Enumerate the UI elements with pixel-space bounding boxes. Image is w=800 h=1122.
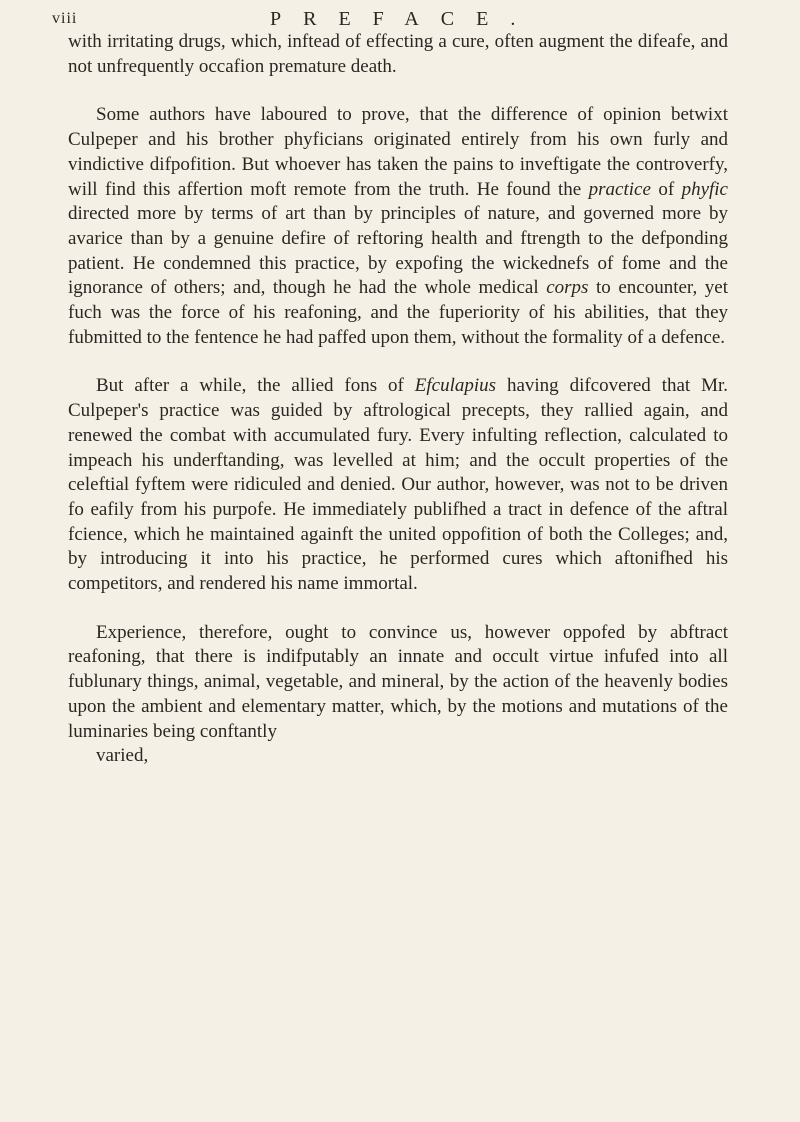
paragraph-4-text: Experience, therefore, ought to convince us, however oppofed by abftract reafoning, that there is indifputably an innate and occult virtue infufed into all fublunary things, animal, vegetable, and mineral, by the action of the heavenly bodies upon the ambient and elementary matter, which, by the motions and mutations of the luminaries being conftantly — [68, 621, 728, 742]
paragraph-3-text-b: having difcovered that Mr. Culpeper's practice was guided by aftrological precepts, they rallied again, and renewed the combat with accumulated fury. Every infulting reflection, calculated to impeach his underftanding, was levelled at him; and the occult properties of the celeftial fyftem were ridiculed and denied. Our author, however, was not to be driven fo eafily from his purpofe. He immediately publifhed a tract in defence of the aftral fcience, which he maintained againft the united oppofition of both the Colleges; and, by introducing it into his practice, he performed cures which aftonifhed his competitors, and rendered his name immortal. — [68, 375, 729, 595]
paragraph-2-text-b: of — [650, 178, 682, 200]
italic-practice: practice — [588, 178, 651, 200]
paragraph-3-text-a: But after a while, the allied fons of — [96, 375, 415, 397]
italic-physic: phyfic — [681, 178, 728, 200]
italic-corps: corps — [546, 277, 589, 299]
page-number: viii — [52, 10, 78, 27]
paragraph-1 — [68, 30, 728, 79]
paragraph-1-text: with irritating drugs, which, inftead of effecting a cure, often augment the difeafe, and not unfrequently occafion premature death. — [68, 31, 728, 77]
paragraph-2 — [68, 103, 728, 350]
catchword: varied, — [96, 745, 149, 767]
body-text — [68, 30, 728, 769]
italic-esculapius: Efculapius — [414, 375, 497, 397]
paragraph-4 — [68, 621, 728, 769]
paragraph-2-text-a: Some authors have laboured to prove, that the difference of opinion betwixt Culpeper and his brother phyficians originated entirely from his own furly and vindictive difpofition. But whoever has taken the pains to inveftigate the controverfy, will find this affertion moft remote from the truth. He found the — [68, 104, 728, 200]
paragraph-3 — [68, 374, 728, 596]
paragraph-2-text-c: directed more by terms of art than by principles of nature, and governed more by avarice than by a genuine defire of reftoring health and ftrength to the defponding patient. He condemned this practice, by expofing the wickednefs of fome and the ignorance of others; and, though he had the whole medical — [68, 203, 728, 299]
running-title: PREFACE. — [270, 8, 538, 30]
paragraph-2-text-d: to encounter, yet fuch was the force of his reafoning, and the fuperiority of his abilities, that they fubmitted to the fentence he had paffed upon them, without the formality of a defence. — [68, 277, 728, 348]
